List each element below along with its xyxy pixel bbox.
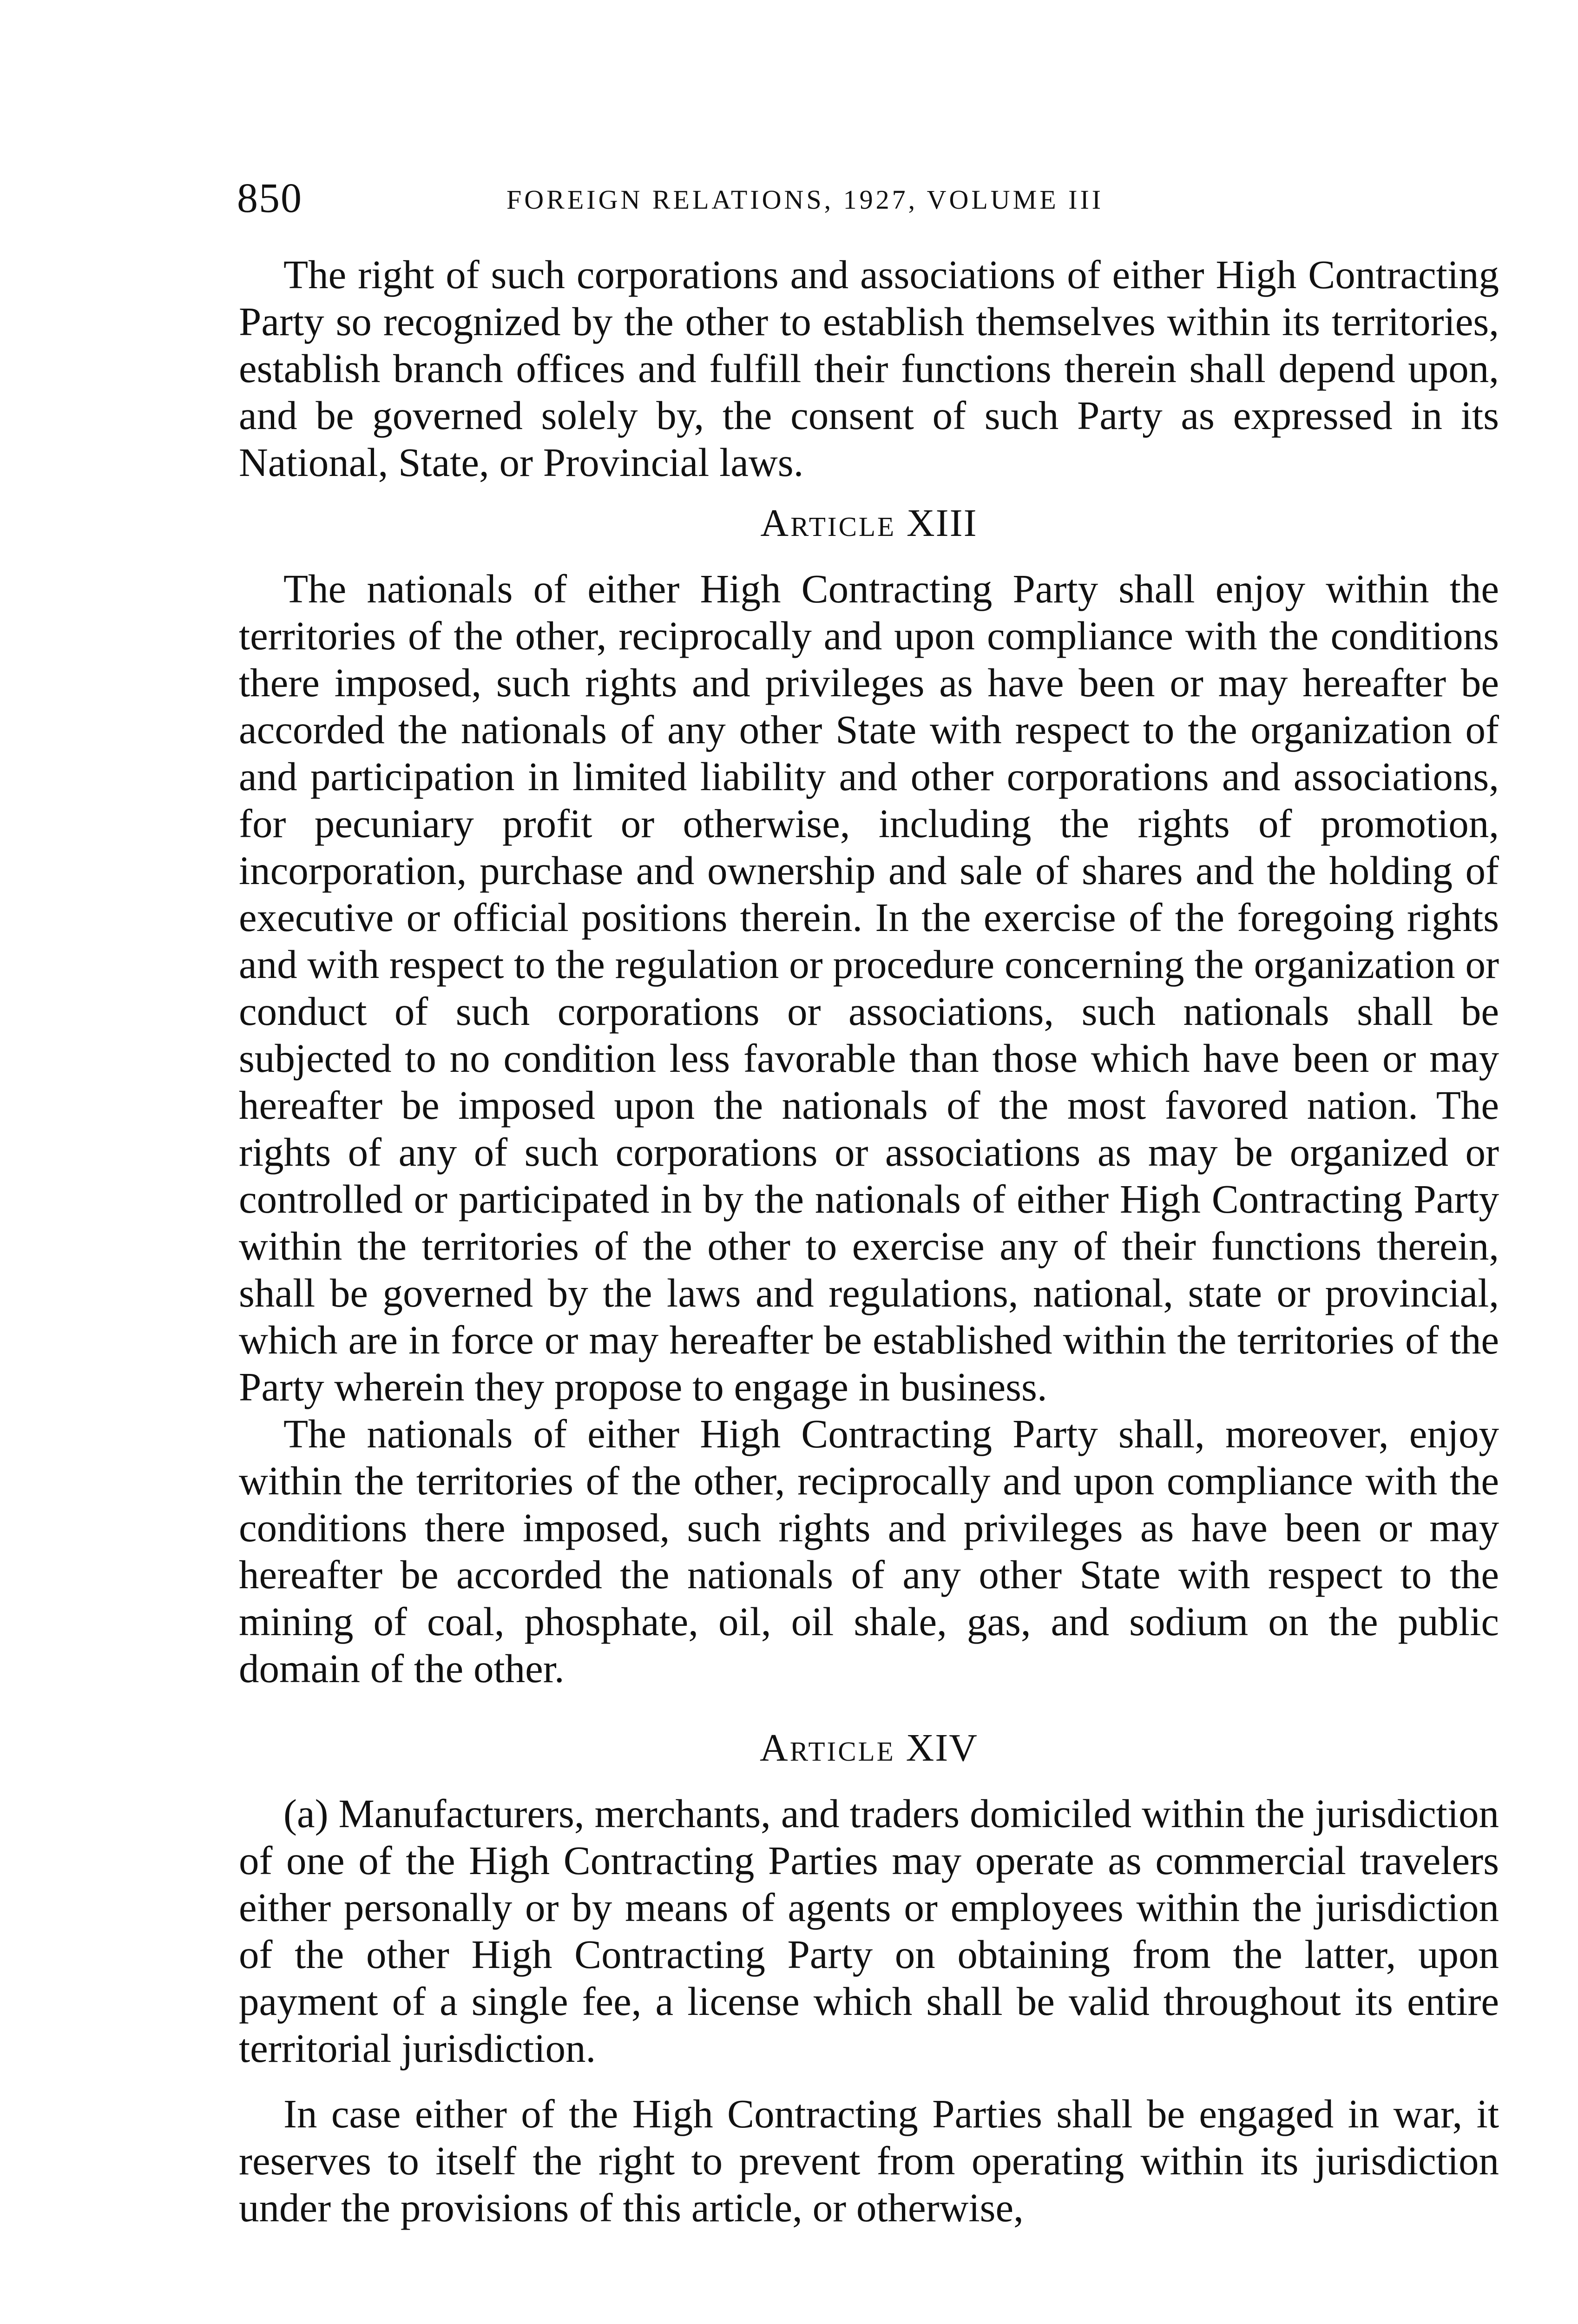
paragraph: (a) Manufacturers, merchants, and traders domiciled within the jurisdiction of one of the High Contracting Parties may operate as commercial travelers either personally or by means of agents or employees within the jurisdiction of the other High Contracting Party on obtaining from the latter, upon payment of a single fee, a license which shall be valid throughout its entire territorial jurisdiction.	[239, 1791, 1499, 2071]
running-head	[237, 173, 1529, 229]
paragraph: The right of such corporations and associations of either High Contracting Party so recognized by the other to establish themselves within its territories, establish branch offices and fulfill their functions therein shall depend upon, and be governed solely by, the consent of such Party as expressed in its National, State, or Provincial laws.	[239, 252, 1499, 485]
paragraph: The nationals of either High Contracting Party shall, moreover, enjoy within the territories of the other, reciprocally and upon compliance with the conditions there imposed, such rights and privileges as have been or may hereafter be accorded the nationals of any other State with respect to the mining of coal, phosphate, oil, oil shale, gas, and sodium on the public domain of the other.	[239, 1411, 1499, 1691]
article-label: Article	[760, 502, 896, 545]
page-number: 850	[237, 175, 302, 221]
article-heading-xiii	[239, 500, 1499, 547]
body-text	[239, 251, 1499, 2231]
article-number: XIII	[907, 502, 978, 545]
article-label: Article	[760, 1726, 895, 1769]
paragraph: In case either of the High Contracting Parties shall be engaged in war, it reserves to itself the right to prevent from operating within its jurisdiction under the provisions of this article, or otherwise,	[239, 2091, 1499, 2230]
article-number: XIV	[906, 1726, 978, 1769]
running-title: FOREIGN RELATIONS, 1927, VOLUME III	[506, 185, 1104, 215]
article-heading-xiv	[239, 1724, 1499, 1771]
paragraph: The nationals of either High Contracting Party shall enjoy within the territories of the other, reciprocally and upon compliance with the conditions there imposed, such rights and privileges as have been or may hereafter be accorded the nationals of any other State with respect to the organization of and participation in limited liability and other corporations and associations, for pecuniary profit or otherwise, including the rights of promotion, incorporation, purchase and ownership and sale of shares and the holding of executive or official positions therein. In the exercise of the foregoing rights and with respect to the regulation or procedure concerning the organization or conduct of such corporations or associations, such nationals shall be subjected to no condition less favorable than those which have been or may hereafter be imposed upon the nationals of the most favored nation. The rights of any of such corporations or associations as may be organized or controlled or participated in by the nationals of either High Contracting Party within the territories of the other to exercise any of their functions therein, shall be governed by the laws and regulations, national, state or provincial, which are in force or may hereafter be established within the territories of the Party wherein they propose to engage in business.	[239, 566, 1499, 1409]
